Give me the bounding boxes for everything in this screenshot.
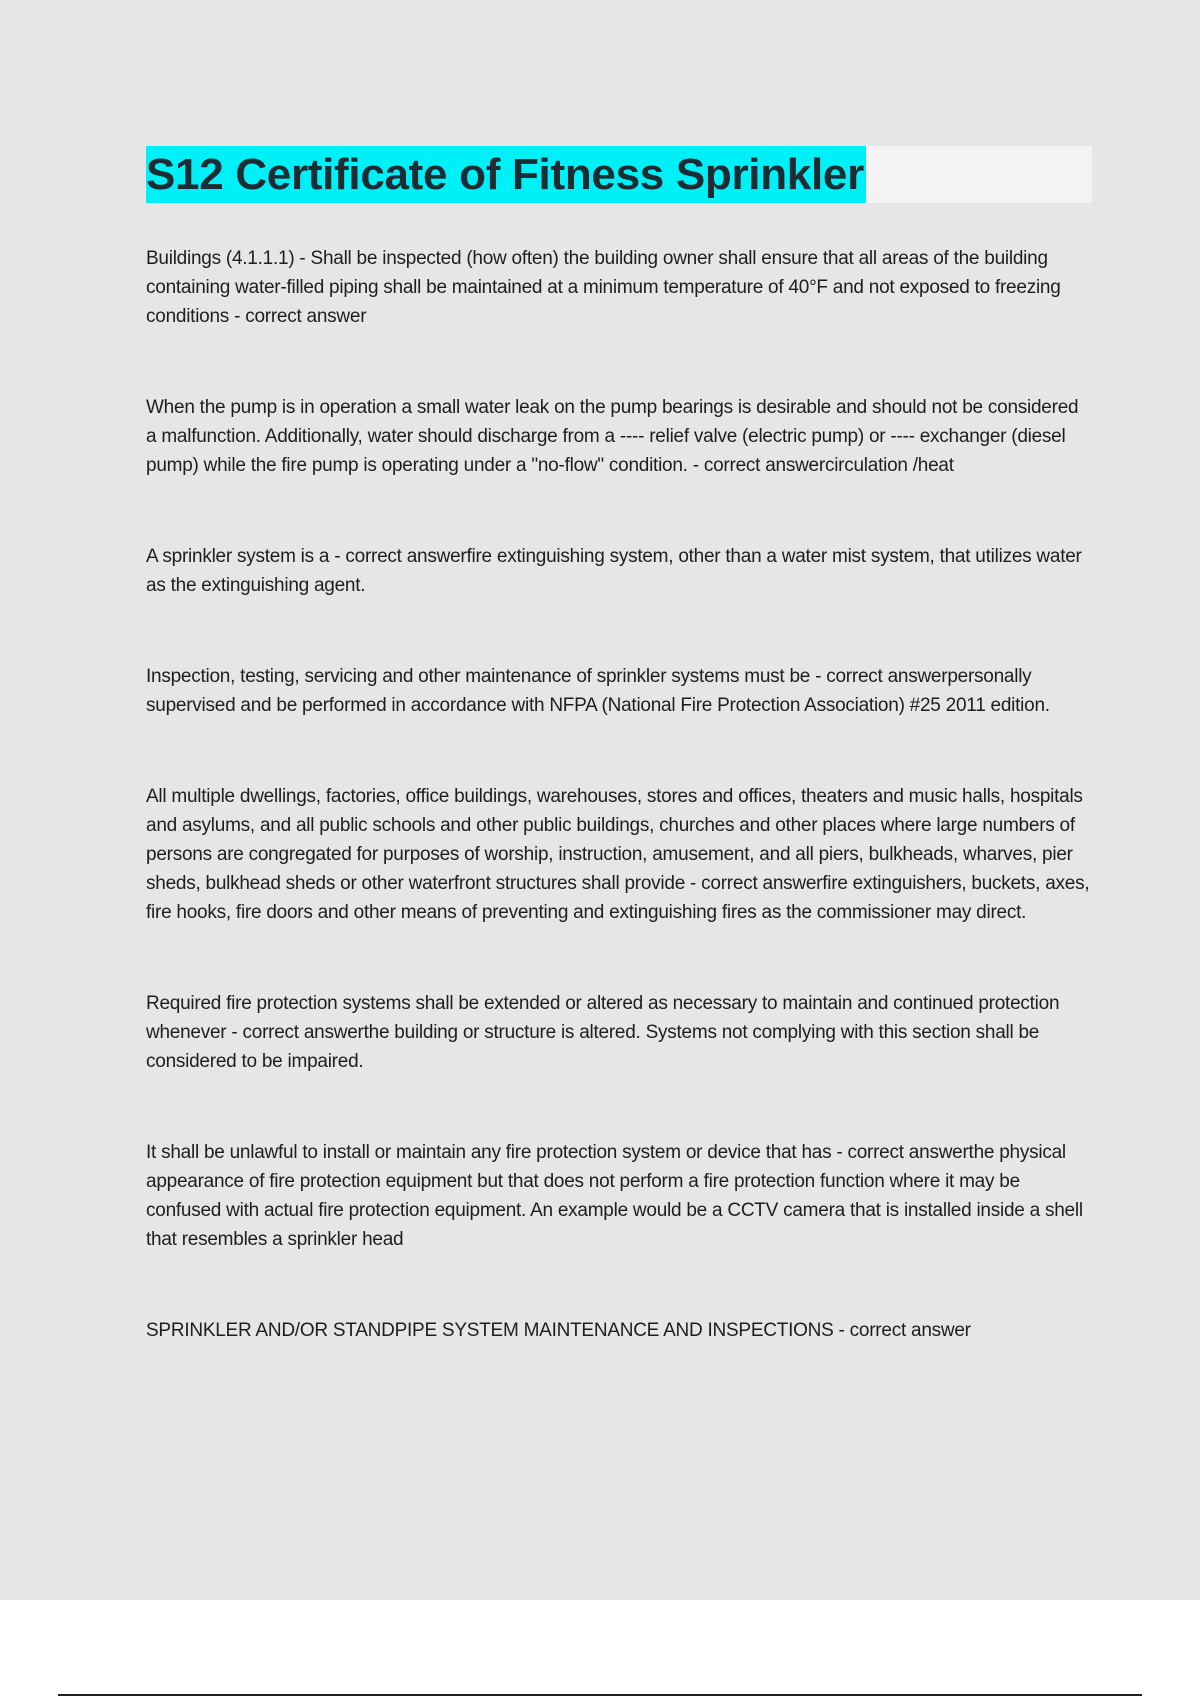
qa-paragraph: SPRINKLER AND/OR STANDPIPE SYSTEM MAINTENANCE AND INSPECTIONS - correct answer [146, 1320, 971, 1341]
title-bar [146, 146, 1092, 203]
qa-paragraph: Buildings (4.1.1.1) - Shall be inspected (how often) the building owner shall ensure that all areas of the building containing water-filled piping shall be maintained at a minimum temperature of 40°F and not exposed to freezing conditions - correct answer [146, 248, 1061, 327]
qa-paragraph: All multiple dwellings, factories, office buildings, warehouses, stores and offices, theaters and music halls, hospitals and asylums, and all public schools and other public buildings, churches and other places where large numbers of persons are congregated for purposes of worship, instruction, amusement, and all piers, bulkheads, wharves, pier sheds, bulkhead sheds or other waterfront structures shall provide - correct answerfire extinguishers, buckets, axes, fire hooks, fire doors and other means of preventing and extinguishing fires as the commissioner may direct. [146, 786, 1090, 923]
document-body [146, 244, 1090, 1407]
footer-divider [58, 1694, 1142, 1696]
document-title: S12 Certificate of Fitness Sprinkler [146, 146, 866, 203]
qa-paragraph: A sprinkler system is a - correct answerfire extinguishing system, other than a water mist system, that utilizes water as the extinguishing agent. [146, 546, 1082, 596]
qa-paragraph: It shall be unlawful to install or maintain any fire protection system or device that has - correct answerthe physical appearance of fire protection equipment but that does not perform a fire protection function where it may be confused with actual fire protection equipment. An example would be a CCTV camera that is installed inside a shell that resembles a sprinkler head [146, 1142, 1083, 1250]
qa-paragraph: Inspection, testing, servicing and other maintenance of sprinkler systems must be - correct answerpersonally supervised and be performed in accordance with NFPA (National Fire Protection Association) #25 2011 edition. [146, 666, 1050, 716]
qa-paragraph: When the pump is in operation a small water leak on the pump bearings is desirable and should not be considered a malfunction. Additionally, water should discharge from a ---- relief valve (electric pump) or ---- exchanger (diesel pump) while the fire pump is operating under a "no-flow" condition. - correct answercirculation /heat [146, 397, 1079, 476]
qa-paragraph: Required fire protection systems shall be extended or altered as necessary to maintain and continued protection whenever - correct answerthe building or structure is altered. Systems not complying with this section shall be considered to be impaired. [146, 993, 1060, 1072]
